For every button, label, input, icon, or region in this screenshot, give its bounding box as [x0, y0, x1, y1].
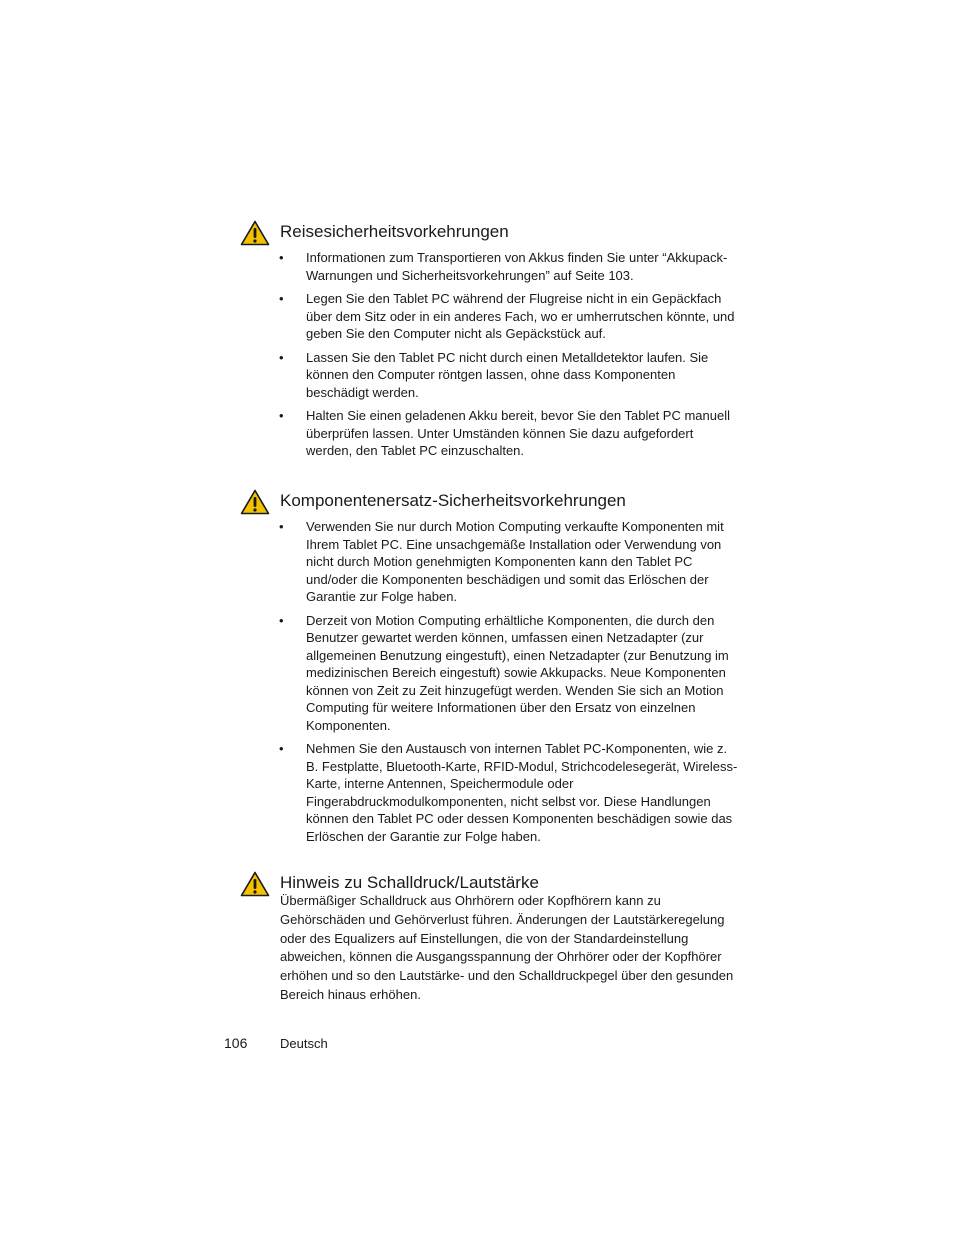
warning-icon	[240, 220, 270, 246]
bullet-dot: •	[279, 519, 284, 534]
list-item: • Nehmen Sie den Austausch von internen Tablet PC-Komponenten, wie z. B. Festplatte, Bluetooth-Karte, RFID-Modul, Strichcodelesegerät, Wireless-Karte, interne Antennen, Speichermodule oder Fingerabdruckmodulkomponenten, nicht selbst vor. Diese Handlungen können den Tablet PC oder dessen Komponenten beschädigen sowie das Erlöschen der Garantie zur Folge haben.	[279, 741, 738, 844]
page-number: 106	[224, 1035, 248, 1051]
bullet-list	[240, 249, 740, 460]
bullet-dot: •	[279, 612, 284, 628]
bullet-dot: •	[279, 349, 284, 365]
list-item: • Lassen Sie den Tablet PC nicht durch einen Metalldetektor laufen. Sie können den Computer röntgen lassen, ohne dass Komponenten beschädigt werden.	[279, 349, 709, 400]
page-footer	[0, 1034, 954, 1054]
list-item: • Derzeit von Motion Computing erhältliche Komponenten, die durch den Benutzer gewartet werden können, umfassen einen Netzadapter (zur allgemeinen Benutzung eingestuft), einen Netzadapter (zur Benutzung im medizinischen Bereich eingestuft) sowie Akkupacks. Neue Komponenten können von Zeit zu Zeit hinzugefügt werden. Wenden Sie sich an Motion Computing für weitere Informationen über den Ersatz von einzelnen Komponenten.	[279, 612, 729, 733]
bullet-dot: •	[279, 408, 284, 423]
bullet-dot: •	[279, 250, 284, 265]
section-title: Reisesicherheitsvorkehrungen	[280, 222, 509, 241]
warning-icon	[240, 871, 270, 897]
section-travel-safety	[240, 221, 740, 466]
list-item: • Halten Sie einen geladenen Akku bereit, bevor Sie den Tablet PC manuell überprüfen lassen. Unter Umständen können Sie dazu aufgefordert werden, den Tablet PC einzuschalten.	[279, 408, 730, 458]
list-item: • Informationen zum Transportieren von Akkus finden Sie unter “Akkupack-Warnungen und Sicherheitsvorkehrungen” auf Seite 103.	[279, 250, 728, 283]
section-component-replacement	[240, 490, 740, 851]
list-item: • Verwenden Sie nur durch Motion Computing verkaufte Komponenten mit Ihrem Tablet PC. Eine unsachgemäße Installation oder Verwendung von nicht durch Motion genehmigten Komponenten kann den Tablet PC und/oder die Komponenten beschädigen und somit das Erlöschen der Garantie zur Folge haben.	[279, 519, 724, 604]
section-heading	[240, 221, 740, 245]
bullet-list	[240, 518, 740, 845]
section-title: Hinweis zu Schalldruck/Lautstärke	[280, 873, 539, 892]
footer-language: Deutsch	[280, 1036, 328, 1051]
section-title: Komponentenersatz-Sicherheitsvorkehrungen	[280, 491, 626, 510]
section-sound-pressure-notice	[240, 872, 740, 1005]
section-heading	[240, 490, 740, 514]
section-heading	[240, 872, 740, 896]
body-paragraph: Übermäßiger Schalldruck aus Ohrhörern oder Kopfhörern kann zu Gehörschäden und Gehörverlust führen. Änderungen der Lautstärkeregelung oder des Equalizers auf Einstellungen, die von der Standardeinstellung abweichen, können die Ausgangsspannung der Ohrhörer oder der Kopfhörer erhöhen und so den Lautstärke- und den Schalldruckpegel über den gesunden Bereich hinaus erhöhen.	[280, 893, 734, 1002]
bullet-dot: •	[279, 291, 284, 306]
list-item: • Legen Sie den Tablet PC während der Flugreise nicht in ein Gepäckfach über dem Sitz oder in ein anderes Fach, wo er umherrutschen könnte, und geben Sie den Computer nicht als Gepäckstück auf.	[279, 291, 735, 341]
bullet-dot: •	[279, 741, 284, 756]
warning-icon	[240, 489, 270, 515]
